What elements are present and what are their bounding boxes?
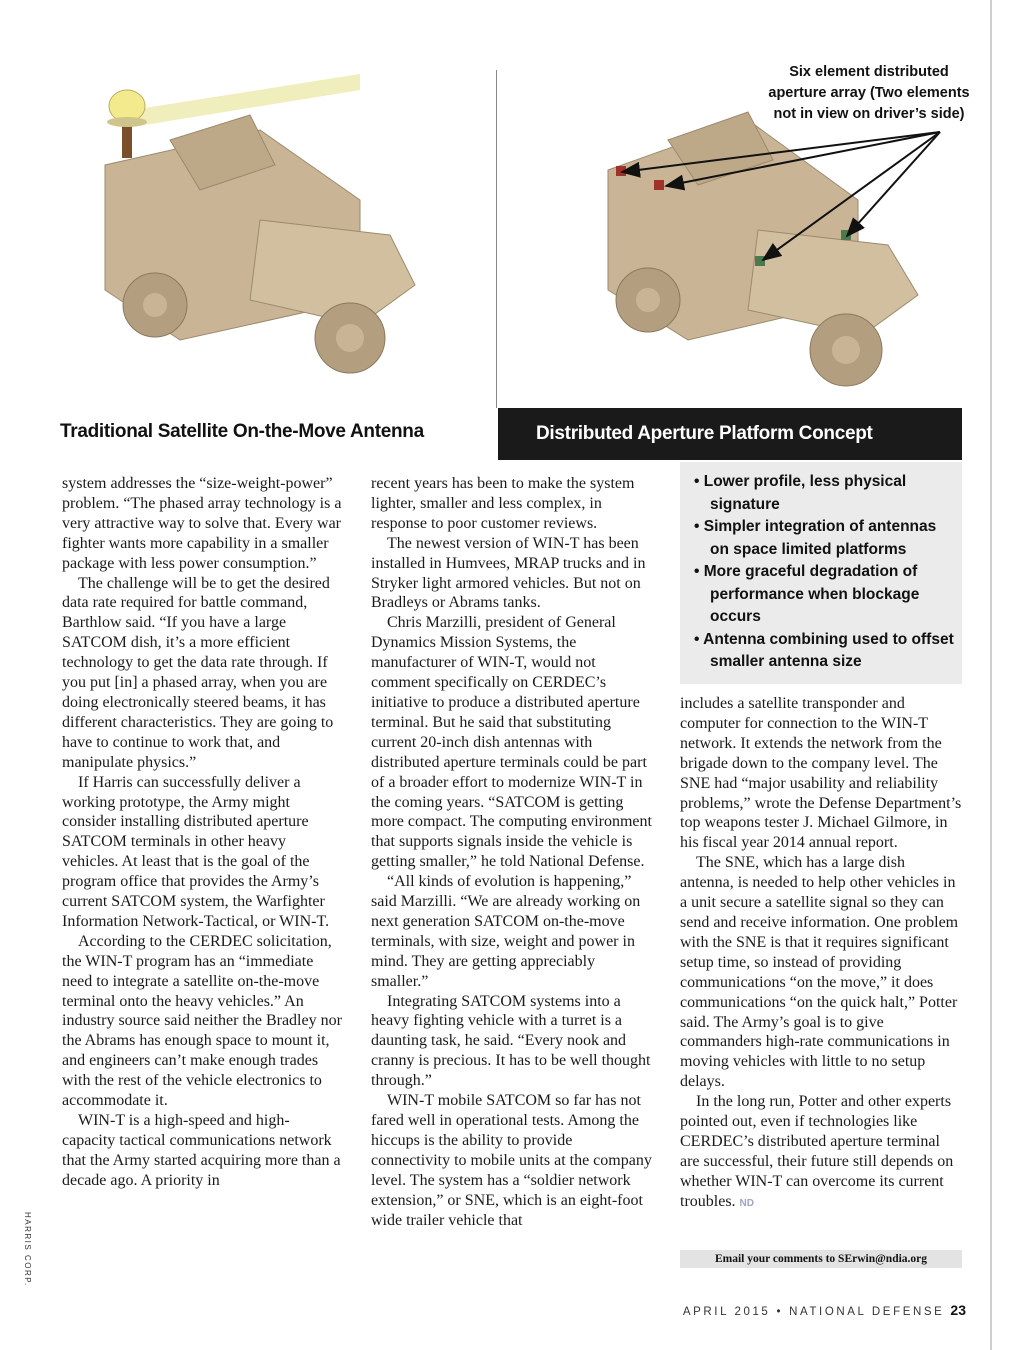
article-column-2	[371, 474, 653, 1230]
page-footer	[683, 1302, 966, 1318]
paragraph: The SNE, which has a large dish antenna, is needed to help other vehicles in a unit secure a satellite signal so they can send and receive information. One problem with the SNE is that it requires significant setup time, so instead of providing communications “on the move,” it does communications “on the quick halt,” Potter said. The Army’s goal is to give commanders high-rate communications in moving vehicles with little to no setup delays.	[680, 854, 959, 1091]
benefit-item: • Lower profile, less physical signature	[694, 473, 907, 513]
benefit-item: • Simpler integration of antennas on space limited platforms	[694, 518, 937, 558]
paragraph: WIN-T is a high-speed and high-capacity tactical communications network that the Army started acquiring more than a decade ago. A priority in	[62, 1112, 341, 1189]
footer-magazine: NATIONAL DEFENSE	[789, 1306, 945, 1318]
callout-line: not in view on driver’s side)	[773, 106, 965, 122]
figure-divider	[496, 70, 497, 408]
end-mark: ND	[739, 1197, 754, 1209]
paragraph-text: In the long run, Potter and other experts pointed out, even if technologies like CERDEC’s distributed aperture terminal are successful, their future still depends on whether WIN-T can overcome its current troubles.	[680, 1093, 954, 1210]
paragraph: includes a satellite transponder and computer for connection to the WIN-T network. It extends the network from the brigade down to the company level. The SNE had “major usability and reliability problems,” wrote the Defense Department’s top weapons tester J. Michael Gilmore, in his fiscal year 2014 annual report.	[680, 695, 962, 852]
traditional-satcom-vehicle-illustration	[60, 70, 490, 410]
paragraph: If Harris can successfully deliver a working prototype, the Army might consider installing distributed aperture SATCOM terminals in other heavy vehicles. At least that is the goal of the program office that provides the Army’s current SATCOM system, the Warfighter Information Network-Tactical, or WIN-T.	[62, 773, 330, 930]
paragraph: Integrating SATCOM systems into a heavy fighting vehicle with a turret is a daunting task, he said. “Every nook and cranny is precious. It has to be well thought through.”	[371, 992, 651, 1090]
footer-separator: •	[776, 1306, 784, 1318]
antenna-base	[107, 117, 147, 127]
benefits-box	[680, 462, 962, 684]
paragraph: system addresses the “size-weight-power” problem. “The phased array technology is a very attractive way to solve that. Every war fighter wants more capability in a smaller package with less power consumption.”	[62, 475, 342, 572]
distributed-aperture-caption: Distributed Aperture Platform Concept	[498, 408, 962, 460]
benefit-item: • Antenna combining used to offset smaller antenna size	[694, 630, 954, 670]
vehicle-wheel-rear-hub	[143, 293, 167, 317]
email-address-link[interactable]: SErwin@ndia.org	[838, 1253, 928, 1265]
photo-credit	[22, 1212, 34, 1287]
vehicle-wheel-rear-hub	[636, 288, 660, 312]
article-column-3	[680, 694, 962, 1214]
paragraph	[680, 1092, 962, 1213]
benefit-item: • More graceful degradation of performance when blockage occurs	[694, 563, 920, 625]
traditional-antenna-caption: Traditional Satellite On-the-Move Antenna	[60, 421, 424, 442]
callout-line: aperture array (Two elements	[768, 85, 970, 101]
photo-credit-text: HARRIS CORP.	[23, 1212, 32, 1287]
vehicle-wheel-front-hub	[832, 336, 860, 364]
page-edge-line	[990, 0, 992, 1350]
email-prefix: Email your comments to	[714, 1253, 839, 1265]
footer-issue: APRIL 2015	[682, 1306, 771, 1318]
callout-line: Six element distributed	[789, 64, 949, 80]
article-column-1	[62, 474, 342, 1191]
callout-arrows	[600, 110, 950, 280]
paragraph: recent years has been to make the system lighter, smaller and less complex, in response to poor customer reviews.	[371, 475, 635, 532]
paragraph: According to the CERDEC solicitation, the WIN-T program has an “immediate need to integrate a satellite on-the-move terminal onto the heavy vehicles.” An industry source said neither the Bradley nor the Abrams has enough space to mount it, and engineers can’t make enough trades with the rest of the vehicle electronics to accommodate it.	[62, 932, 342, 1110]
paragraph: Chris Marzilli, president of General Dynamics Mission Systems, the manufacturer of WIN-T, would not comment specifically on CERDEC’s initiative to produce a distributed aperture terminal. But he said that substituting current 20-inch dish antennas with distributed aperture terminals could be part of a broader effort to modernize WIN-T in the coming years. “SATCOM is getting more compact. The computing environment that supports signals inside the vehicle is getting smaller,” he told National Defense.	[371, 614, 652, 871]
aperture-callout	[755, 62, 983, 125]
paragraph: WIN-T mobile SATCOM so far has not fared well in operational tests. Among the hiccups is the ability to provide connectivity to mobile units at the company level. The system has a “soldier network extension,” or SNE, which is an eight-foot wide trailer vehicle that	[371, 1092, 652, 1229]
email-comments-box	[680, 1250, 962, 1268]
paragraph: The newest version of WIN-T has been installed in Humvees, MRAP trucks and in Stryker light armored vehicles. But not on Bradleys or Abrams tanks.	[371, 534, 646, 612]
paragraph: “All kinds of evolution is happening,” said Marzilli. “We are already working on next generation SATCOM on-the-move terminals, with size, weight and power in mind. They are getting appreciably smaller.”	[371, 873, 641, 990]
paragraph: The challenge will be to get the desired data rate required for battle command, Barthlow said. “If you have a large SATCOM dish, it’s a more efficient technology to get the data rate through. If you put [in] a phased array, when you are doing electronically steered beams, it has different characteristics. They are going to have to continue to work that, and manipulate physics.”	[62, 574, 334, 771]
vehicle-wheel-front-hub	[336, 324, 364, 352]
page-number: 23	[950, 1302, 966, 1318]
